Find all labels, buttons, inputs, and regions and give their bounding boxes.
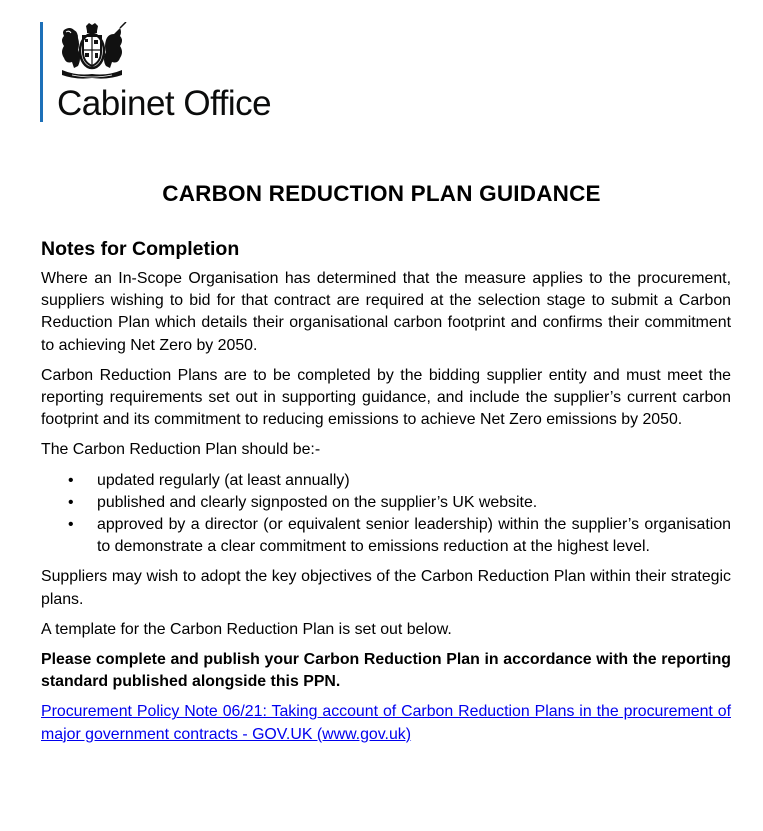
ppn-link[interactable]: Procurement Policy Note 06/21: Taking account of Carbon Reduction Plans in the procurement of major government contracts - GOV.UK (www.gov.uk) (41, 703, 731, 743)
bullet-icon: • (68, 516, 74, 534)
document-title: CARBON REDUCTION PLAN GUIDANCE (162, 181, 601, 206)
list-item (41, 492, 731, 514)
bullet-icon: • (68, 493, 74, 511)
paragraph-instruction: Please complete and publish your Carbon Reduction Plan in accordance with the reporting standard published alongside this PPN. (41, 651, 731, 691)
organisation-name: Cabinet Office (57, 84, 272, 123)
paragraph-requirements: Carbon Reduction Plans are to be completed by the bidding supplier entity and must meet the reporting requirements set out in supporting guidance, and include the supplier’s current carbon footprint and its commitment to reducing emissions to achieve Net Zero emissions by 2050. (41, 366, 731, 429)
list-item-text: approved by a director (or equivalent senior leadership) within the supplier’s organisation to demonstrate a clear commitment to emissions reduction at the highest level. (97, 516, 731, 556)
paragraph-plan-should-be: The Carbon Reduction Plan should be:- (41, 441, 321, 459)
header (40, 22, 340, 124)
paragraph-intro: Where an In-Scope Organisation has determined that the measure applies to the procurement, suppliers wishing to bid for that contract are required at the selection stage to submit a Carbon Reduction Plan which details their organisational carbon footprint and confirms their commitment to achieving Net Zero by 2050. (41, 270, 731, 354)
paragraph-strategic-plans: Suppliers may wish to adopt the key objectives of the Carbon Reduction Plan within their strategic plans. (41, 568, 731, 608)
bullet-icon: • (68, 471, 74, 489)
paragraph-template: A template for the Carbon Reduction Plan is set out below. (41, 620, 452, 638)
list-item-text: updated regularly (at least annually) (97, 471, 350, 489)
document-body (41, 236, 731, 746)
list-item (41, 514, 731, 558)
list-item (41, 470, 731, 492)
list-item-text: published and clearly signposted on the supplier’s UK website. (97, 493, 538, 511)
bullet-list (41, 470, 731, 559)
royal-coat-of-arms-icon (56, 22, 128, 82)
header-accent-bar (40, 22, 43, 122)
section-heading: Notes for Completion (41, 238, 240, 260)
